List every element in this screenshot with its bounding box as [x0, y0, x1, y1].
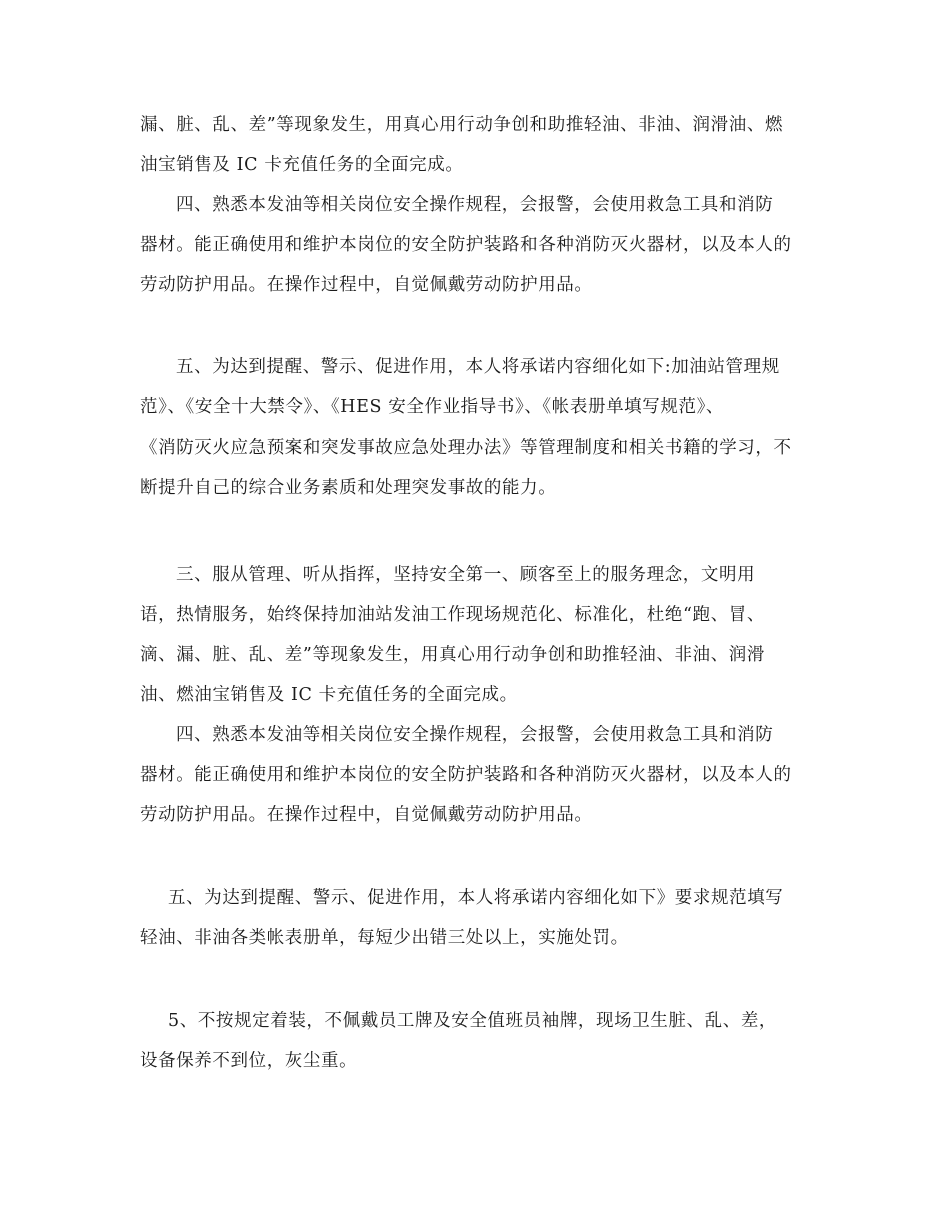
text-line: 滴、漏、脏、乱、差”等现象发生，用真心用行动争创和助推轻油、非油、润滑: [140, 645, 765, 665]
text-line: 油、燃油宝销售及 IC 卡充值任务的全面完成。: [140, 685, 518, 705]
text-line: 四、熟悉本发油等相关岗位安全操作规程，会报警，会使用救急工具和消防: [176, 725, 774, 745]
text-line: 四、熟悉本发油等相关岗位安全操作规程，会报警，会使用救急工具和消防: [176, 195, 774, 215]
text-line: 轻油、非油各类帐表册单，每短少出错三处以上，实施处罚。: [140, 928, 629, 948]
text-line: 器材。能正确使用和维护本岗位的安全防护装路和各种消防灭火器材，以及本人的: [140, 765, 792, 785]
text-line: 五、为达到提醒、警示、促进作用，本人将承诺内容细化如下:加油站管理规: [176, 357, 780, 377]
text-line: 5、不按规定着装，不佩戴员工牌及安全值班员袖牌，现场卫生脏、乱、差，: [168, 1011, 778, 1031]
text-line: 《消防灭火应急预案和突发事故应急处理办法》等管理制度和相关书籍的学习，不: [140, 438, 792, 458]
text-line: 漏、脏、乱、差”等现象发生，用真心用行动争创和助推轻油、非油、润滑油、燃: [140, 115, 784, 135]
text-line: 语，热情服务，始终保持加油站发油工作现场规范化、标准化，杜绝“跑、冒、: [140, 605, 765, 625]
text-line: 油宝销售及 IC 卡充值任务的全面完成。: [140, 155, 464, 175]
text-line: 五、为达到提醒、警示、促进作用，本人将承诺内容细化如下》要求规范填写: [168, 888, 784, 908]
text-line: 断提升自己的综合业务素质和处理突发事故的能力。: [140, 478, 557, 498]
text-line: 劳动防护用品。在操作过程中，自觉佩戴劳动防护用品。: [140, 275, 593, 295]
text-line: 器材。能正确使用和维护本岗位的安全防护装路和各种消防灭火器材，以及本人的: [140, 235, 792, 255]
text-line: 劳动防护用品。在操作过程中，自觉佩戴劳动防护用品。: [140, 805, 593, 825]
text-line: 设备保养不到位，灰尘重。: [140, 1051, 358, 1071]
text-line: 三、服从管理、听从指挥，坚持安全第一、顾客至上的服务理念，文明用: [176, 565, 756, 585]
text-line: 范》、《安全十大禁令》、《HES 安全作业指导书》、《帐表册单填写规范》、: [140, 397, 725, 417]
